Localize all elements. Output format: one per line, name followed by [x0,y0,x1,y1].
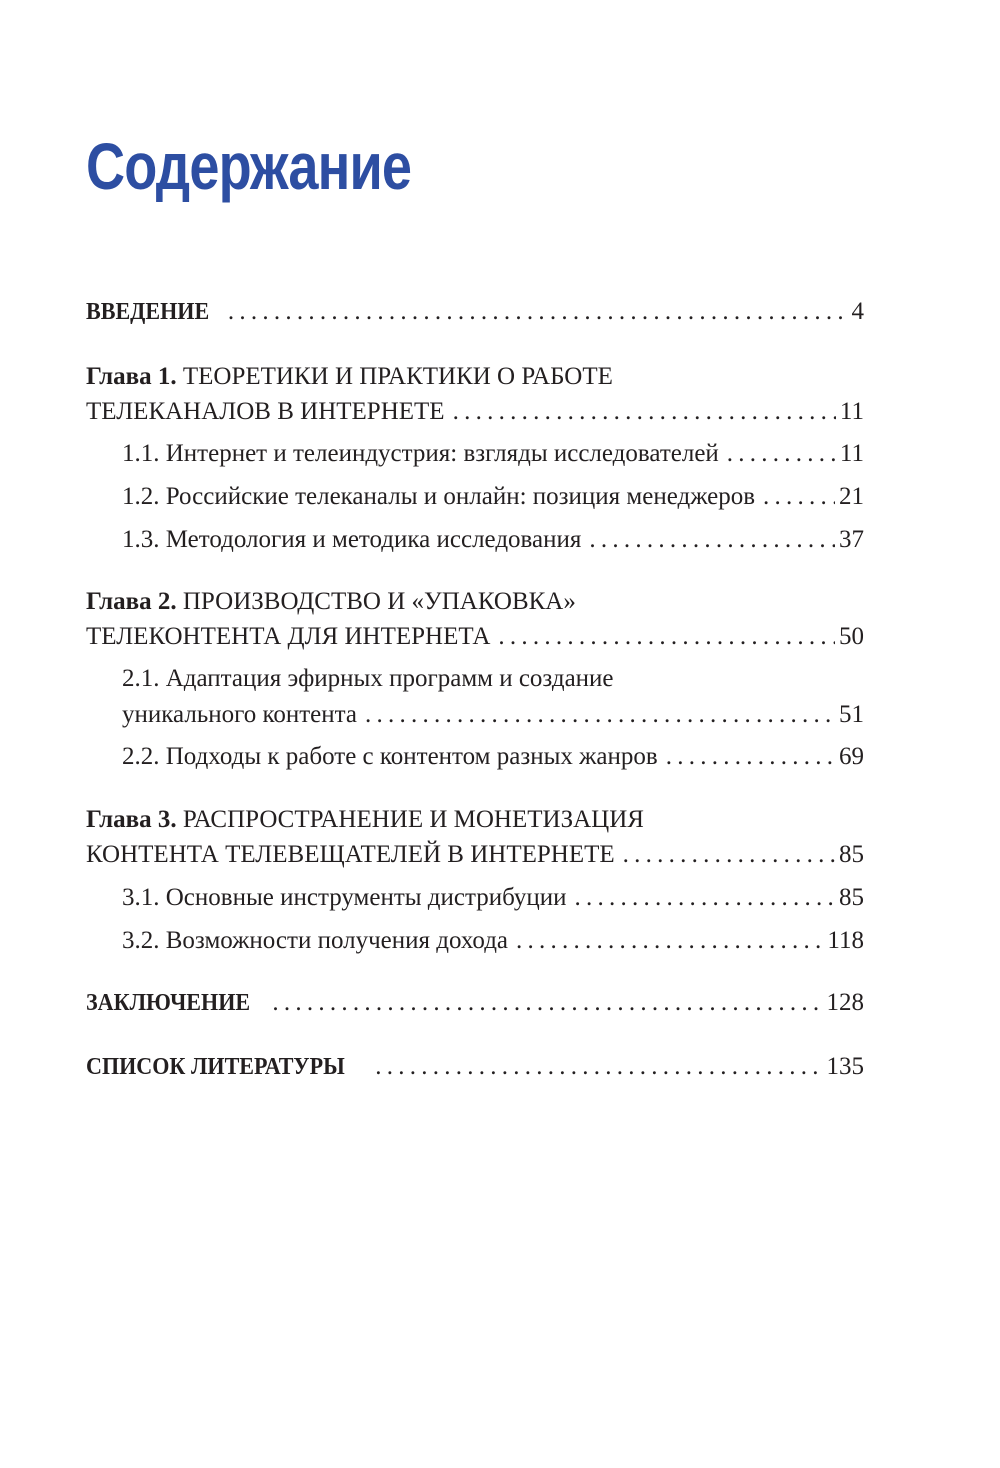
toc-chapter-1-heading[interactable] [86,360,864,394]
toc-page-number: 69 [839,743,864,770]
chapter-title-line2: ТЕЛЕКОНТЕНТА ДЛЯ ИНТЕРНЕТА [86,623,491,650]
dot-leader [516,924,823,958]
toc-entry-label: 2.1. Адаптация эфирных программ и создание [122,665,614,692]
dot-leader [589,523,835,557]
toc-page-number: 118 [827,927,864,954]
toc-section-1-2[interactable] [122,480,864,514]
toc-page-number: 37 [839,526,864,553]
toc-page-number: 85 [839,841,864,868]
dot-leader [375,1050,822,1084]
toc-section-3-1[interactable] [122,881,864,915]
toc-page-number: 50 [839,623,864,650]
toc-entry-bibliography[interactable] [86,1050,864,1084]
dot-leader [228,295,848,329]
toc-entry-intro[interactable] [86,295,864,329]
chapter-title-line2: КОНТЕНТА ТЕЛЕВЕЩАТЕЛЕЙ В ИНТЕРНЕТЕ [86,841,615,868]
toc-entry-label: 3.1. Основные инструменты дистрибуции [122,884,567,911]
toc-entry-label: 1.3. Методология и методика исследования [122,526,582,553]
dot-leader [763,480,835,514]
chapter-title-line2: ТЕЛЕКАНАЛОВ В ИНТЕРНЕТЕ [86,398,445,425]
toc-section-2-1[interactable] [122,698,864,732]
chapter-prefix: Глава 3. [86,806,177,833]
toc-chapter-2-heading[interactable] [86,585,864,619]
toc-entry-label: 3.2. Возможности получения дохода [122,927,509,954]
dot-leader [666,740,835,774]
toc-entry-label: СПИСОК ЛИТЕРАТУРЫ [86,1054,345,1080]
toc-page-number: 51 [839,701,864,728]
toc-entry-label: уникального контента [122,701,357,728]
chapter-title-line1: ПРОИЗВОДСТВО И «УПАКОВКА» [176,588,576,615]
toc-page-number: 135 [826,1053,864,1080]
dot-leader [272,986,822,1020]
toc-page-number: 4 [851,298,864,325]
toc-page-number: 85 [839,884,864,911]
toc-page-number: 11 [839,440,864,467]
dot-leader [365,698,835,732]
toc-entry-label: 1.1. Интернет и телеиндустрия: взгляды исследователей [122,440,719,467]
dot-leader [453,395,836,429]
chapter-title-line1: ТЕОРЕТИКИ И ПРАКТИКИ О РАБОТЕ [176,363,613,390]
toc-chapter-2[interactable] [86,620,864,654]
toc-chapter-3-heading[interactable] [86,803,864,837]
dot-leader [727,437,836,471]
toc-section-1-1[interactable] [122,437,864,471]
toc-section-2-2[interactable] [122,740,864,774]
toc-section-2-1-heading[interactable] [122,662,864,696]
toc-entry-label: 1.2. Российские телеканалы и онлайн: позиция менеджеров [122,483,756,510]
toc-entry-label: ЗАКЛЮЧЕНИЕ [86,990,251,1016]
toc-page-number: 128 [826,989,864,1016]
toc-section-1-3[interactable] [122,523,864,557]
toc-entry-conclusion[interactable] [86,986,864,1020]
chapter-title-line1: РАСПРОСТРАНЕНИЕ И МОНЕТИЗАЦИЯ [176,806,644,833]
toc-section-3-2[interactable] [122,924,864,958]
toc-entry-label: ВВЕДЕНИЕ [86,299,210,325]
toc-chapter-3[interactable] [86,838,864,872]
dot-leader [575,881,835,915]
toc-page-number: 11 [839,398,864,425]
toc-chapter-1[interactable] [86,395,864,429]
page-title: Содержание [86,129,412,203]
toc-page-number: 21 [839,483,864,510]
toc-entry-label: 2.2. Подходы к работе с контентом разных жанров [122,743,658,770]
chapter-prefix: Глава 1. [86,363,177,390]
dot-leader [498,620,835,654]
dot-leader [623,838,835,872]
chapter-prefix: Глава 2. [86,588,177,615]
